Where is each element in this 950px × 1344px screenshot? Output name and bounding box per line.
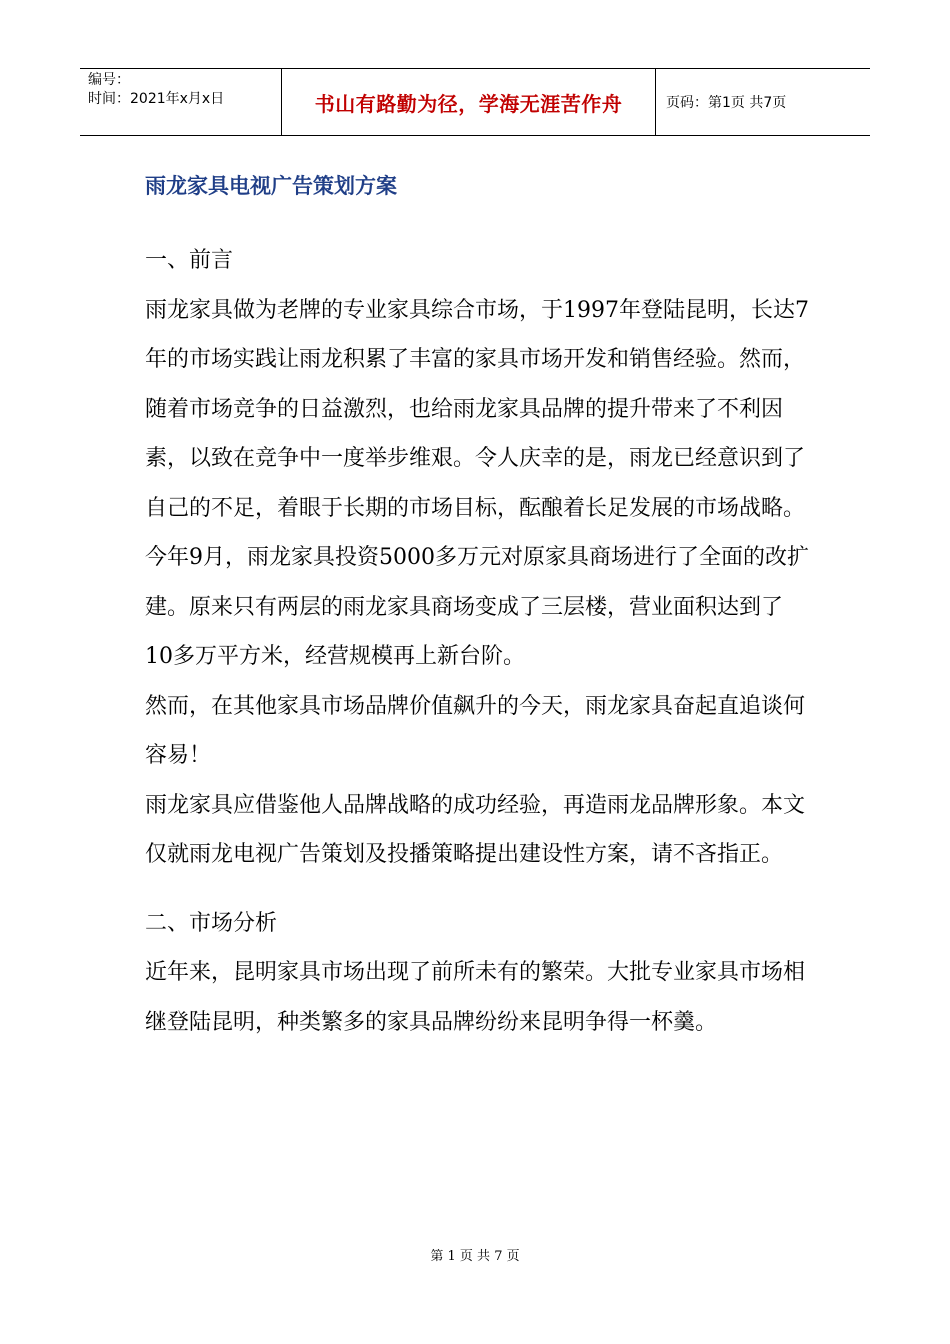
paragraph: 雨龙家具做为老牌的专业家具综合市场，于1997年登陆昆明，长达7年的市场实践让雨龙积累了丰富的家具市场开发和销售经验。然而，随着市场竞争的日益激烈，也给雨龙家具品牌的提升带来了不利因素，以致在竞争中一度举步维艰。令人庆幸的是，雨龙已经意识到了自己的不足，着眼于长期的市场目标，酝酿着长足发展的市场战略。今年9月，雨龙家具投资5000多万元对原家具商场进行了全面的改扩建。原来只有两层的雨龙家具商场变成了三层楼，营业面积达到了10多万平方米，经营规模再上新台阶。	[145, 297, 809, 669]
motto-cell	[282, 69, 656, 135]
document-body	[145, 236, 810, 1047]
header-motto: 书山有路勤为径，学海无涯苦作舟	[314, 91, 623, 116]
document-title: 雨龙家具电视广告策划方案	[145, 174, 397, 198]
section-heading-market-analysis: 二、市场分析	[145, 910, 278, 936]
serial-number-label: 编号：	[88, 72, 130, 88]
header-page-info: 页码：第1页 共7页	[666, 95, 787, 111]
page-info-cell	[656, 69, 870, 135]
footer-page-number: 第 1 页 共 7 页	[430, 1249, 520, 1264]
page-footer	[0, 1245, 950, 1264]
header-meta-cell	[80, 69, 282, 135]
date-label: 时间：2021年x月x日	[88, 91, 225, 107]
section-heading-preface: 一、前言	[145, 248, 234, 273]
paragraph: 然而，在其他家具市场品牌价值飙升的今天，雨龙家具奋起直追谈何容易！	[145, 693, 806, 768]
paragraph: 近年来，昆明家具市场出现了前所未有的繁荣。大批专业家具市场相继登陆昆明，种类繁多的家具品牌纷纷来昆明争得一杯羹。	[145, 960, 806, 1035]
paragraph: 雨龙家具应借鉴他人品牌战略的成功经验，再造雨龙品牌形象。本文仅就雨龙电视广告策划及投播策略提出建设性方案，请不吝指正。	[145, 792, 806, 867]
document-header	[80, 68, 870, 136]
